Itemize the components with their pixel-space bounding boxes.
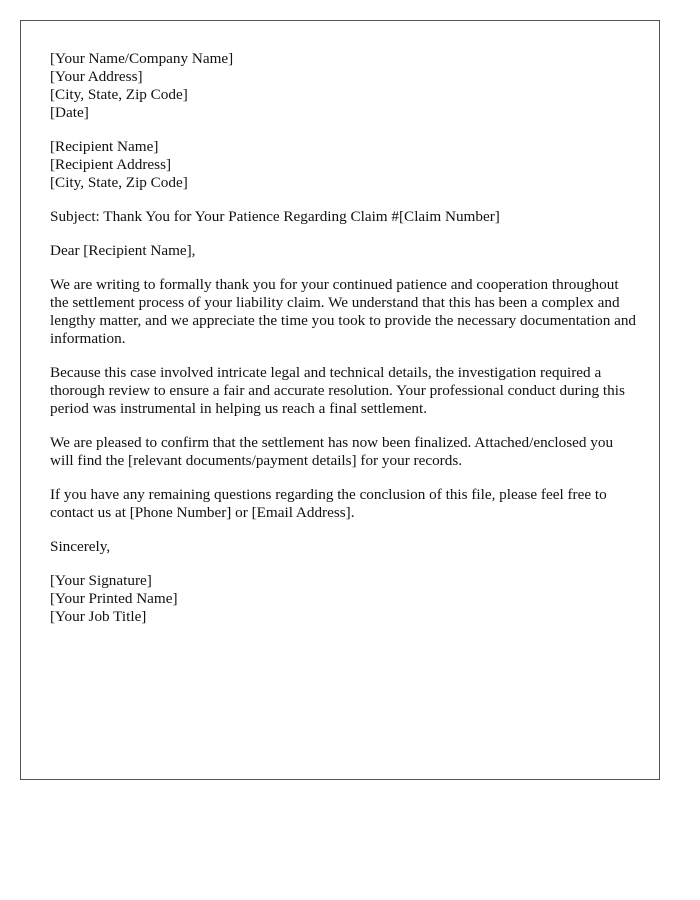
salutation-text: Dear [Recipient Name], xyxy=(50,242,196,259)
recipient-name: [Recipient Name] xyxy=(50,138,159,155)
closing-text: Sincerely, xyxy=(50,538,111,555)
body-paragraph-3: We are pleased to confirm that the settlement has now been finalized. Attached/enclosed you will find the [relevant documents/payment details] for your records. xyxy=(50,434,614,469)
sender-name: [Your Name/Company Name] xyxy=(50,50,234,67)
signature-block xyxy=(50,572,640,626)
letter-page xyxy=(20,20,660,780)
job-title-line: [Your Job Title] xyxy=(50,608,147,625)
body-paragraph-1: We are writing to formally thank you for your continued patience and cooperation throughout the settlement process of your liability claim. We understand that this has been a complex and lengthy matter, and we appreciate the time you took to provide the necessary documentation and information. xyxy=(50,276,637,347)
sender-block xyxy=(50,50,640,122)
body-paragraph-4: If you have any remaining questions regarding the conclusion of this file, please feel free to contact us at [Phone Number] or [Email Address]. xyxy=(50,486,607,521)
letter-date: [Date] xyxy=(50,104,89,121)
subject-line xyxy=(50,208,640,226)
recipient-block xyxy=(50,138,640,192)
letter-content xyxy=(50,50,640,642)
closing xyxy=(50,538,640,556)
recipient-address: [Recipient Address] xyxy=(50,156,172,173)
subject-text: Subject: Thank You for Your Patience Regarding Claim #[Claim Number] xyxy=(50,208,500,225)
recipient-city-state-zip: [City, State, Zip Code] xyxy=(50,174,188,191)
body-paragraph-2: Because this case involved intricate legal and technical details, the investigation required a thorough review to ensure a fair and accurate resolution. Your professional conduct during this period was instrumental in helping us reach a final settlement. xyxy=(50,364,625,417)
salutation xyxy=(50,242,640,260)
sender-city-state-zip: [City, State, Zip Code] xyxy=(50,86,188,103)
sender-address: [Your Address] xyxy=(50,68,143,85)
signature-line: [Your Signature] xyxy=(50,572,152,589)
printed-name-line: [Your Printed Name] xyxy=(50,590,178,607)
